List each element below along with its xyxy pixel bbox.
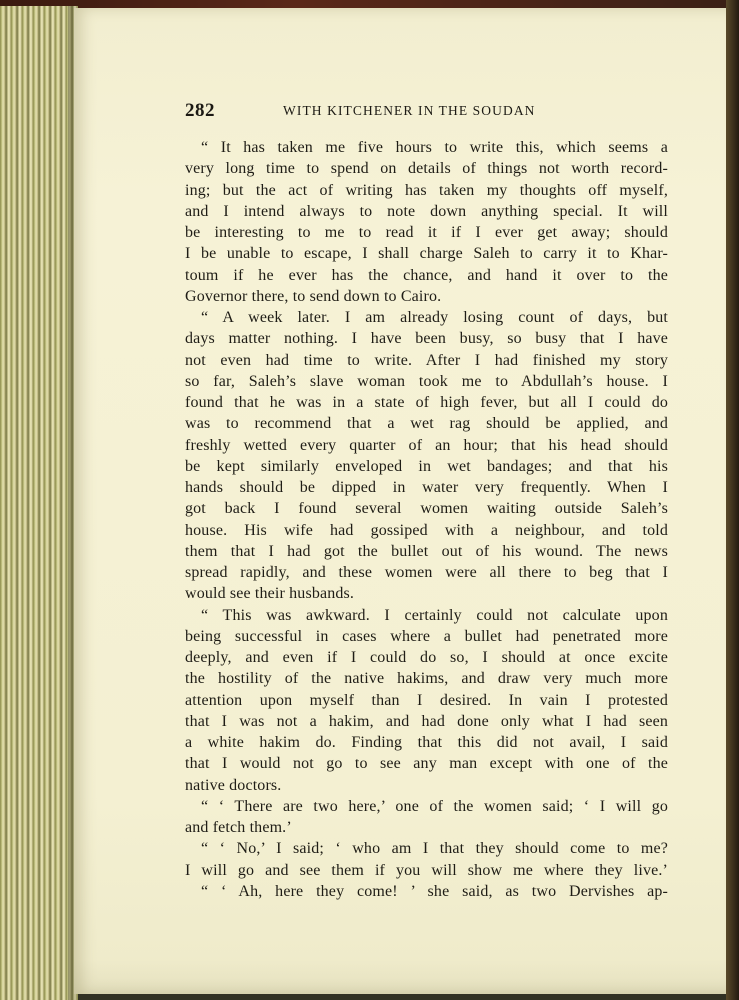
text-line: very long time to spend on details of things not worth record- [185,160,668,178]
text-line: was to recommend that a wet rag should be applied, and [185,415,668,433]
text-line: would see their husbands. [185,585,355,603]
text-line: that I would not go to see any man except with one of the [185,755,668,773]
text-line: house. His wife had gossiped with a neighbour, and told [185,521,668,539]
text-line: Governor there, to send down to Cairo. [185,287,442,305]
body-text [185,137,668,902]
text-line: and fetch them.’ [185,819,292,836]
text-line: got back I found several women waiting outside Saleh’s [185,500,668,518]
text-line: spread rapidly, and these women were all there to beg that I [185,564,668,581]
text-line: a white hakim do. Finding that this did not avail, I said [185,734,668,751]
text-line: the hostility of the native hakims, and draw very much more [185,670,668,688]
text-line: be kept similarly enveloped in wet bandages; and that his [185,457,668,475]
text-line: be interesting to me to read it if I ever get away; should [185,224,668,241]
text-line: I be unable to escape, I shall charge Saleh to carry it to Khar- [185,245,668,263]
text-line: native doctors. [185,776,282,794]
text-line: and I intend always to note down anything special. It will [185,202,668,220]
text-line: freshly wetted every quarter of an hour; that his head should [185,436,668,454]
text-line: “ This was awkward. I certainly could not calculate upon [201,606,668,624]
page-edges-stack [0,6,78,1000]
text-line: attention upon myself than I desired. In vain I protested [185,691,668,709]
text-line: “ ‘ There are two here,’ one of the women said; ‘ I will go [201,797,668,815]
text-line: not even had time to write. After I had finished my story [185,351,668,369]
page-bottom-shade [74,960,730,1000]
text-line: being successful in cases where a bullet had penetrated more [185,627,668,645]
text-line: hands should be dipped in water very frequently. When I [185,479,668,496]
book-right-edge [726,0,739,1000]
running-title: WITH KITCHENER IN THE SOUDAN [283,103,536,118]
text-line: “ It has taken me five hours to write this, which seems a [201,139,668,156]
text-line: deeply, and even if I could do so, I should at once excite [185,649,668,666]
text-line: I will go and see them if you will show me where they live.’ [185,861,668,879]
text-line: ing; but the act of writing has taken my thoughts off myself, [185,181,668,199]
text-line: “ ‘ No,’ I said; ‘ who am I that they should come to me? [201,840,668,858]
text-line: them that I had got the bullet out of his wound. The news [185,542,668,560]
text-line: “ ‘ Ah, here they come! ’ she said, as two Dervishes ap- [201,882,668,900]
text-line: days matter nothing. I have been busy, so busy that I have [185,330,668,348]
text-line: so far, Saleh’s slave woman took me to Abdullah’s house. I [185,372,668,390]
running-header [185,100,671,122]
text-line: found that he was in a state of high fever, but all I could do [185,394,668,411]
text-line: toum if he ever has the chance, and hand it over to the [185,266,668,284]
text-line: “ A week later. I am already losing count of days, but [201,309,668,326]
page-number: 282 [185,100,215,121]
text-line: that I was not a hakim, and had done only what I had seen [185,712,668,730]
